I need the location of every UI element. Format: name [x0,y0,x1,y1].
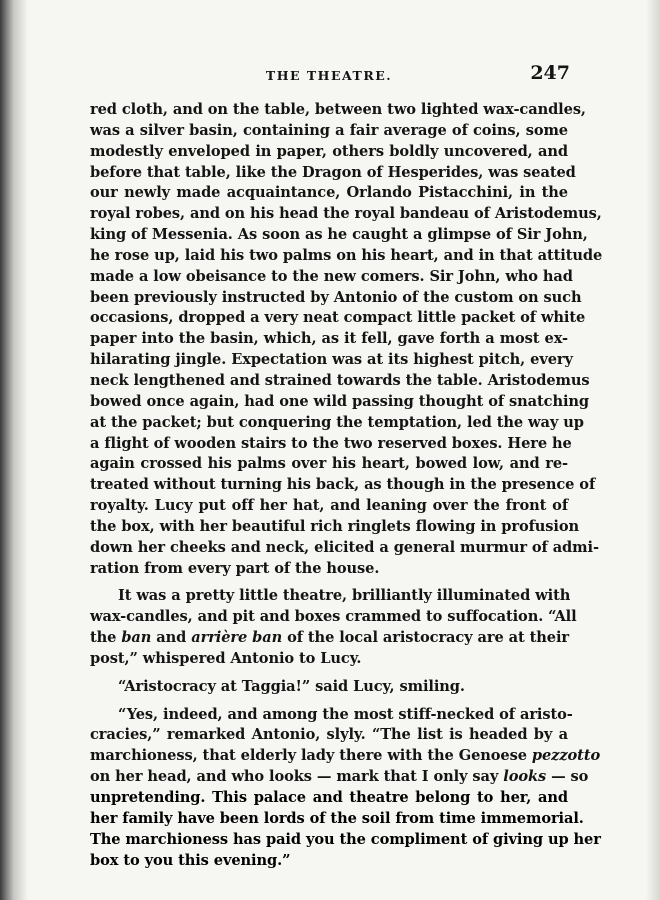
text-line: “Aristocracy at Taggia!” said Lucy, smiling. [118,677,465,695]
italic-term-arriere-ban: arrière ban [191,629,283,647]
paragraph-gap [90,579,568,586]
body-text [90,100,603,871]
text-line: been previously instructed by Antonio of the custom on such [90,288,582,306]
text-line: at the packet; but conquering the temptation, led the way up [90,413,584,431]
text-fragment: of the local aristocracy are at their [282,629,569,647]
text-line [90,746,601,767]
text-line: a flight of wooden stairs to the two reserved boxes. Here he [90,434,572,452]
text-line: “Yes, indeed, and among the most stiff-necked of aristo- [118,705,573,723]
text-line: our newly made acquaintance, Orlando Pistacchini, in the [90,184,568,202]
text-fragment: — so [546,768,589,786]
running-head [88,62,570,86]
text-line: he rose up, laid his two palms on his heart, and in that attitude [90,246,603,264]
text-line: paper into the basin, which, as it fell, gave forth a most ex- [90,330,568,348]
italic-term-ban: ban [121,629,152,647]
italic-term-pezzotto: pezzotto [531,747,601,765]
text-line: before that table, like the Dragon of Hesperides, was seated [90,163,576,181]
text-line: made a low obeisance to the new comers. Sir John, who had [90,267,573,285]
text-fragment: on her head, and who looks — mark that I only say [90,768,504,786]
text-line: treated without turning his back, as though in the presence of [90,476,596,494]
text-line: unpretending. This palace and theatre belong to her, and [90,789,568,806]
text-line: royal robes, and on his head the royal bandeau of Aristodemus, [90,205,602,223]
text-line: modestly enveloped in paper, others boldly uncovered, and [90,142,568,160]
text-line [90,628,568,649]
text-line: was a silver basin, containing a fair average of coins, some [90,121,568,139]
text-line: ration from every part of the house. [90,559,380,577]
text-line: again crossed his palms over his heart, bowed low, and re- [90,455,568,473]
page-gutter-shadow [0,0,28,900]
text-line: red cloth, and on the table, between two lighted wax-candles, [90,101,586,118]
text-line: king of Messenia. As soon as he caught a glimpse of Sir John, [90,226,588,244]
running-head-title: THE THEATRE. [265,68,393,83]
text-line: her family have been lords of the soil from time immemorial. [90,809,584,827]
page-number: 247 [530,62,570,84]
text-line: occasions, dropped a very neat compact little packet of white [90,309,586,327]
text-line: royalty. Lucy put off her hat, and leaning over the front of [90,497,568,515]
italic-term-looks: looks [503,768,547,786]
text-fragment: the [90,629,122,647]
paragraph-gap [90,670,568,677]
text-line: the box, with her beautiful rich ringlets flowing in profusion [90,517,580,535]
text-line: neck lengthened and strained towards the table. Aristodemus [90,371,590,389]
text-line: down her cheeks and neck, elicited a general murmur of admi- [90,538,599,556]
text-fragment: and [151,629,192,647]
text-line: cracies,” remarked Antonio, slyly. “The list is headed by a [90,726,568,744]
page-edge [646,0,660,900]
text-line: post,” whispered Antonio to Lucy. [90,649,362,667]
text-line: box to you this evening.” [90,851,291,869]
text-line: It was a pretty little theatre, brilliantly illuminated with [118,587,571,605]
text-line: The marchioness has paid you the compliment of giving up her [90,830,601,848]
text-line [90,767,589,788]
text-line: wax-candles, and pit and boxes crammed to suffocation. “All [90,608,577,626]
text-fragment: marchioness, that elderly lady there with the Genoese [90,747,532,765]
text-line: bowed once again, had one wild passing thought of snatching [90,392,590,410]
text-line: hilarating jingle. Expectation was at its highest pitch, every [90,351,573,369]
paragraph-gap [90,698,568,705]
